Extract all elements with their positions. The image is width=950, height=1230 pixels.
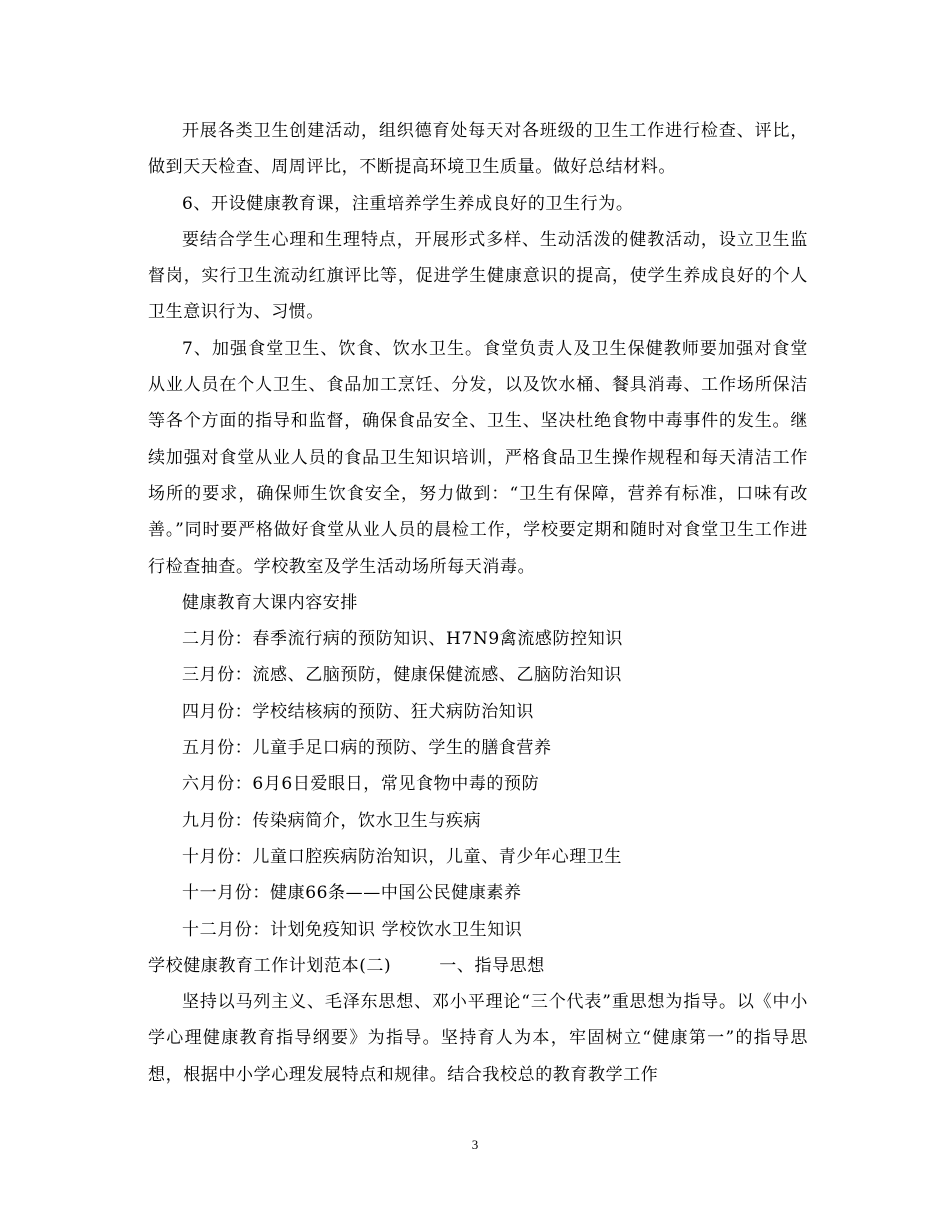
section-subtitle: 一、指导思想 [439,955,545,976]
schedule-title: 健康教育大课内容安排 [182,592,358,613]
schedule-item-apr: 四月份：学校结核病的预防、狂犬病防治知识 [182,701,534,722]
schedule-item-jun: 六月份：6月6日爱眼日，常见食物中毒的预防 [182,774,540,795]
paragraph-health-course-detail: 要结合学生心理和生理特点，开展形式多样、生动活泼的健教活动，设立卫生监督岗，实行卫生流动红旗评比等，促进学生健康意识的提高，使学生养成良好的个人卫生意识行为、习惯。 [148,229,808,323]
paragraph-hygiene-activities: 开展各类卫生创建活动，组织德育处每天对各班级的卫生工作进行检查、评比，做到天天检查、周周评比，不断提高环境卫生质量。做好总结材料。 [148,121,808,178]
schedule-item-feb: 二月份：春季流行病的预防知识、H7N9禽流感防控知识 [182,629,623,650]
paragraph-canteen-hygiene: 7、加强食堂卫生、饮食、饮水卫生。食堂负责人及卫生保健教师要加强对食堂从业人员在个人卫生、食品加工烹饪、分发，以及饮水桶、餐具消毒、工作场所保洁等各个方面的指导和监督，确保食品安全、卫生、坚决杜绝食物中毒事件的发生。继续加强对食堂从业人员的食品卫生知识培训，严格食品卫生操作规程和每天清洁工作场所的要求，确保师生饮食安全，努力做到：“卫生有保障，营养有标准，口味有改善。”同时要严格做好食堂从业人员的晨检工作，学校要定期和随时对食堂卫生工作进行检查抽查。学校教室及学生活动场所每天消毒。 [148,338,808,577]
page-number: 3 [471,1137,479,1152]
paragraph-health-course-heading: 6、开设健康教育课，注重培养学生养成良好的卫生行为。 [182,193,634,214]
section-title: 学校健康教育工作计划范本(二) [148,955,392,976]
document-body [148,113,808,1093]
paragraph-guiding-ideology: 坚持以马列主义、毛泽东思想、邓小平理论“三个代表”重思想为指导。以《中小学心理健康教育指导纲要》为指导。坚持育人为本，牢固树立“健康第一”的指导思想，根据中小学心理发展特点和规律。结合我校总的教育教学工作 [148,992,808,1085]
schedule-item-sep: 九月份：传染病简介，饮水卫生与疾病 [182,810,482,831]
schedule-item-dec: 十二月份：计划免疫知识 学校饮水卫生知识 [182,919,523,940]
schedule-item-mar: 三月份：流感、乙脑预防，健康保健流感、乙脑防治知识 [182,665,622,686]
schedule-item-oct: 十月份：儿童口腔疾病防治知识，儿童、青少年心理卫生 [182,846,622,867]
schedule-item-nov: 十一月份：健康66条——中国公民健康素养 [182,883,522,904]
section-heading [148,948,808,984]
schedule-item-may: 五月份：儿童手足口病的预防、学生的膳食营养 [182,738,552,759]
